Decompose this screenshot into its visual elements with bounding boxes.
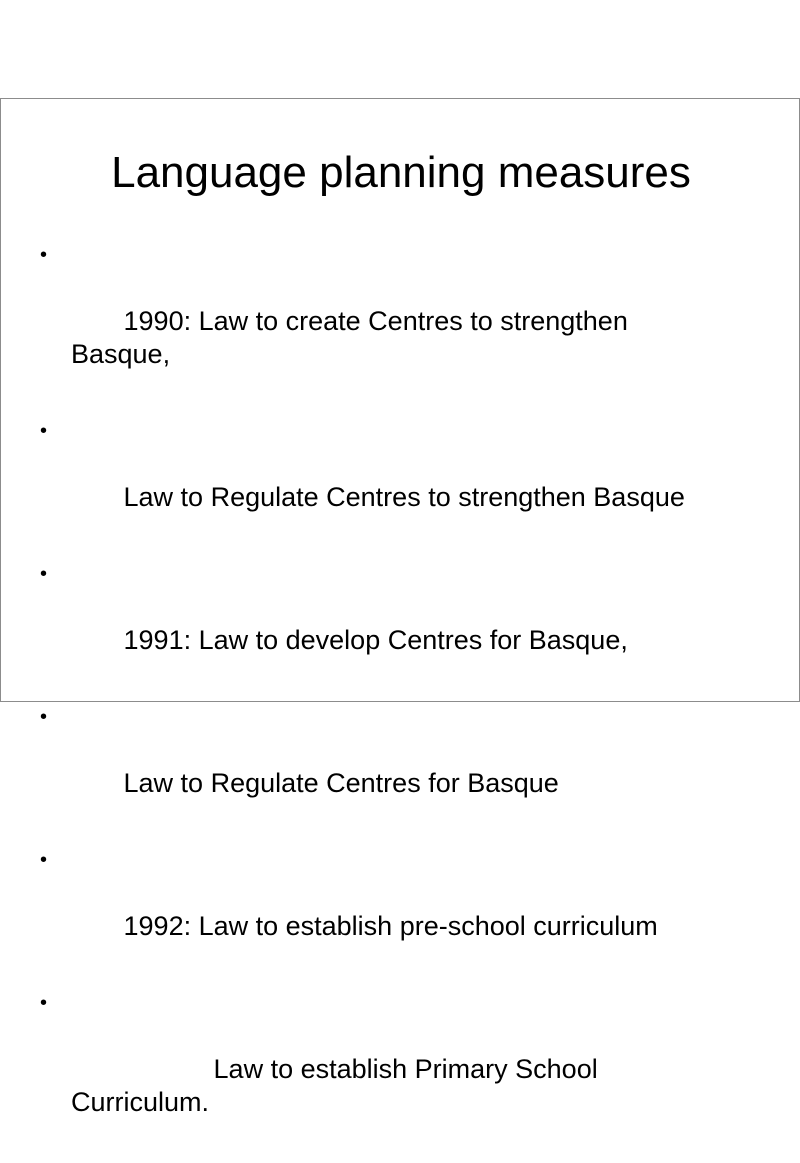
bullet-icon: • <box>40 992 48 1014</box>
bullet-icon: • <box>40 706 48 728</box>
bullet-item <box>1 558 761 690</box>
bullet-list <box>1 239 761 1163</box>
bullet-item <box>1 239 761 404</box>
bullet-text: Law to Regulate Centres for Basque <box>116 768 559 798</box>
bullet-text: 1990: Law to create Centres to strengthen Basque, <box>71 306 628 369</box>
bullet-icon: • <box>40 244 48 266</box>
bullet-text: Law to Regulate Centres to strengthen Basque <box>116 482 685 512</box>
bullet-item <box>1 415 761 547</box>
bullet-icon: • <box>40 420 48 442</box>
bullet-text: 1991: Law to develop Centres for Basque, <box>116 625 628 655</box>
slide <box>0 98 800 1117</box>
bullet-icon: • <box>40 849 48 871</box>
slide-title: Language planning measures <box>111 148 691 197</box>
bullet-text: 1992: Law to establish pre-school curriculum <box>116 911 658 941</box>
bullet-item <box>1 844 761 976</box>
bullet-text: Law to establish Primary School Curriculum. <box>71 1054 598 1117</box>
bullet-item <box>1 701 761 833</box>
bullet-icon: • <box>40 563 48 585</box>
bullet-item <box>1 987 761 1152</box>
